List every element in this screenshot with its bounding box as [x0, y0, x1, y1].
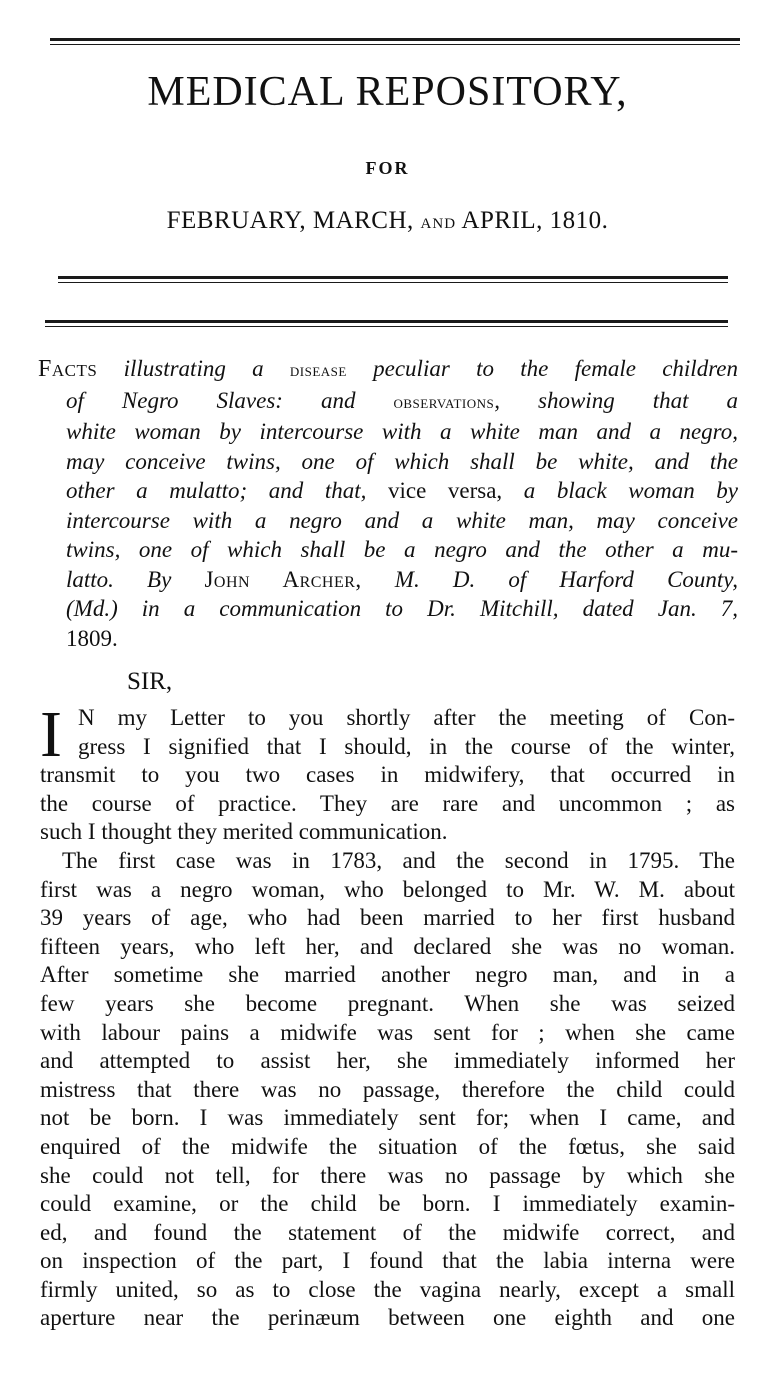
article-body	[40, 698, 735, 1333]
heading-line: (Md.) in a communication to Dr. Mitchill, dated Jan. 7,	[66, 596, 738, 621]
heading-roman: vice versa,	[387, 478, 503, 503]
heading-line: white woman by intercourse with a white man and a negro,	[66, 419, 738, 444]
body-line: N my Letter to you shortly after the meeting of Con-	[78, 705, 735, 730]
for-label: FOR	[365, 158, 410, 178]
heading-line: may conceive twins, one of which shall be white, and the	[66, 448, 738, 474]
body-line: fifteen years, who left her, and declared she was no woman.	[40, 933, 735, 959]
heading-text: M. D. of Harford County,	[361, 566, 738, 592]
body-line: ed, and found the statement of the midwife correct, and	[40, 1219, 735, 1245]
body-line: could examine, or the child be born. I immediately examin-	[40, 1191, 735, 1217]
heading-text: a black woman by	[502, 478, 739, 503]
body-line: first was a negro woman, who belonged to Mr. W. M. about	[40, 876, 735, 902]
body-line: 39 years of age, who had been married to her first husband	[40, 905, 735, 931]
heading-line: intercourse with a negro and a white man, may conceive	[66, 507, 738, 533]
heading-text: peculiar to the female children	[346, 356, 738, 381]
body-line: The first case was in 1783, and the second in 1795. The	[62, 847, 735, 873]
drop-cap: I	[40, 698, 62, 771]
body-line: and attempted to assist her, she immediately informed her	[40, 1048, 735, 1074]
heading-line: twins, one of which shall be a negro and the other a mu-	[66, 537, 738, 562]
heading-line	[38, 565, 738, 595]
heading-smallcaps: Facts	[38, 356, 98, 382]
period-months: FEBRUARY, MARCH,	[166, 207, 414, 234]
body-line: not be born. I was immediately sent for; when I came, and	[40, 1105, 735, 1131]
heading-date-year: 1809.	[66, 625, 118, 651]
top-double-rule	[50, 38, 740, 45]
issue-period	[0, 207, 775, 235]
body-line: mistress that there was no passage, therefore the child could	[40, 1076, 735, 1102]
body-line: firmly united, so as to close the vagina nearly, except a small	[40, 1276, 735, 1302]
lower-double-rule	[45, 320, 728, 327]
heading-smallcaps: observations	[393, 391, 495, 412]
period-end: APRIL, 1810.	[461, 207, 609, 234]
middle-double-rule	[58, 276, 728, 283]
salutation: SIR,	[127, 668, 173, 695]
heading-line	[38, 354, 738, 386]
heading-line	[38, 386, 738, 418]
body-line: on inspection of the part, I found that the labia interna were	[40, 1248, 735, 1274]
body-line: transmit to you two cases in midwifery, that occurred in	[40, 762, 735, 788]
body-line: enquired of the midwife the situation of the fœtus, she said	[40, 1133, 735, 1159]
heading-text: of Negro Slaves: and	[66, 387, 394, 413]
body-line: gress I signified that I should, in the course of the winter,	[78, 733, 735, 759]
author-name: John Archer,	[204, 566, 362, 592]
heading-text: illustrating a	[97, 356, 290, 381]
period-and: AND	[420, 216, 457, 232]
body-line: After sometime she married another negro man, and in a	[40, 962, 735, 988]
heading-line	[38, 476, 738, 506]
heading-text: latto. By	[66, 566, 205, 592]
heading-text: other a mulatto; and that,	[66, 478, 388, 503]
body-line: few years she become pregnant. When she was seized	[40, 990, 735, 1016]
journal-title: MEDICAL REPOSITORY,	[147, 69, 628, 115]
body-line: aperture near the perinæum between one eighth and one	[40, 1305, 735, 1331]
body-line: the course of practice. They are rare and uncommon ; as	[40, 790, 735, 816]
heading-smallcaps: disease	[289, 360, 347, 380]
body-line: with labour pains a midwife was sent for ; when she came	[40, 1019, 735, 1045]
heading-text: , showing that a	[494, 387, 738, 413]
body-line: such I thought they merited communication.	[40, 819, 448, 845]
body-line: she could not tell, for there was no passage by which she	[40, 1162, 735, 1188]
article-heading	[38, 354, 738, 653]
